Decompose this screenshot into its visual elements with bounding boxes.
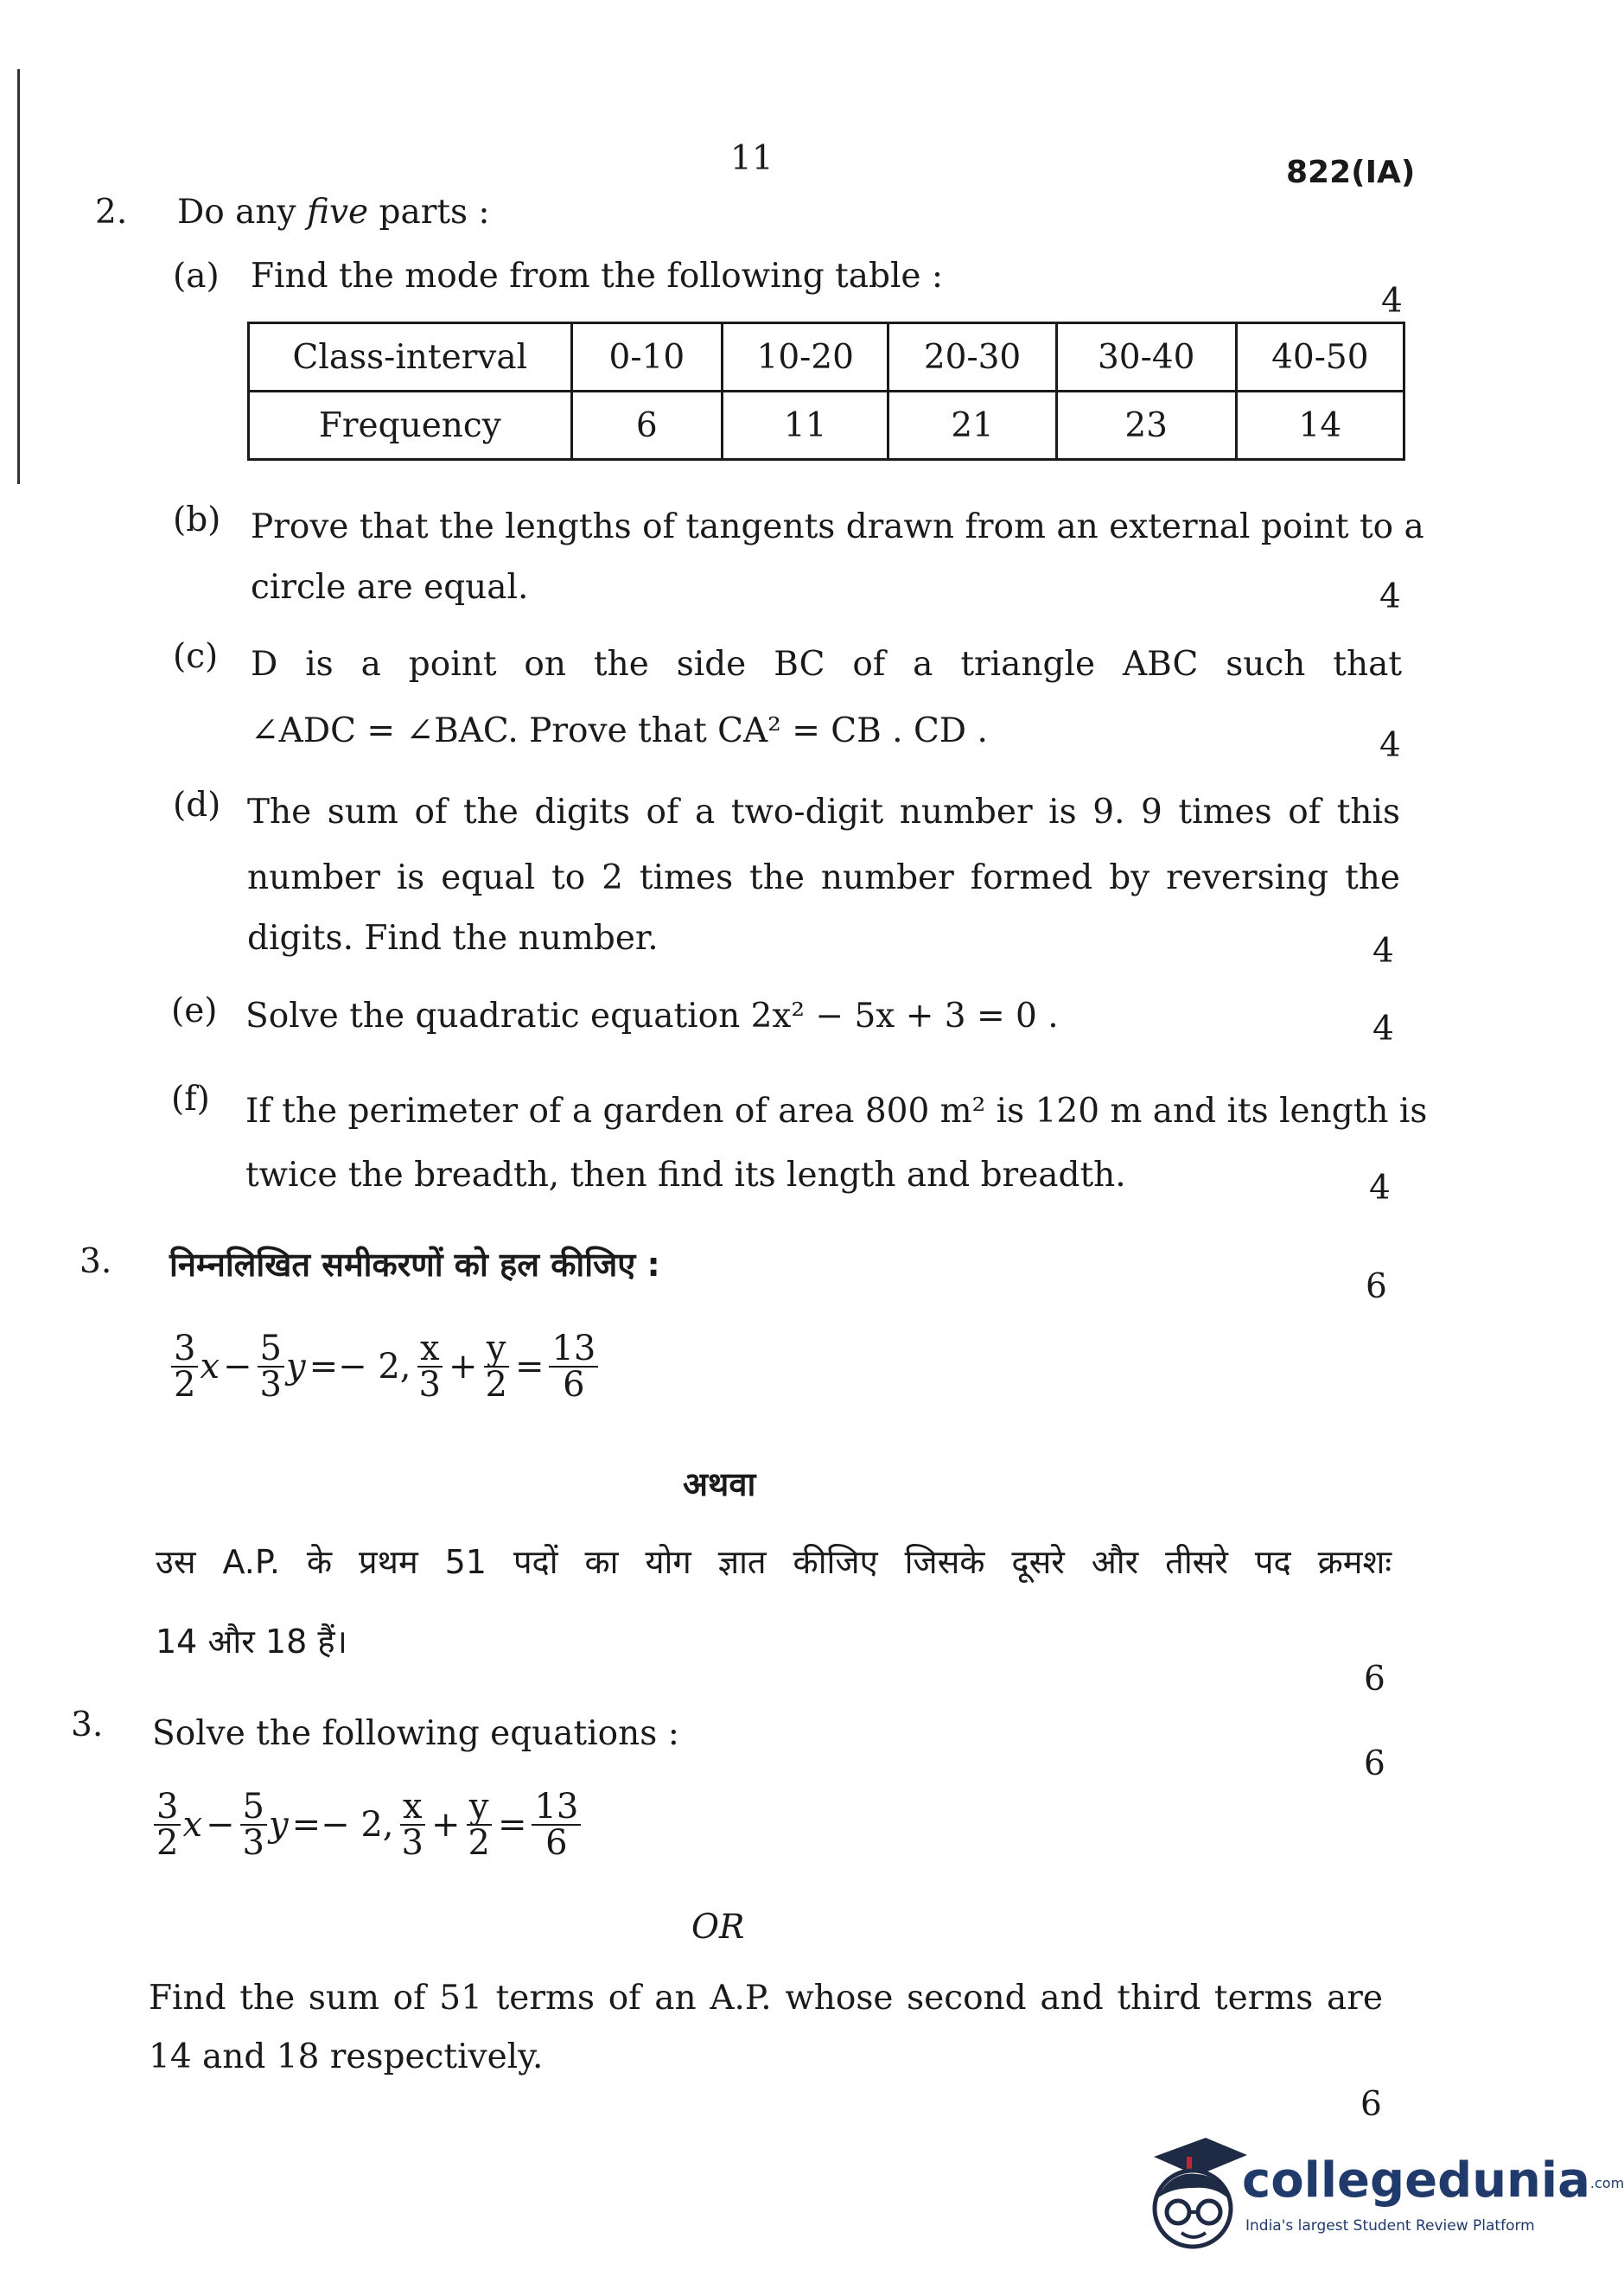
marks: 4	[1381, 282, 1403, 321]
alternate-question: 14 और 18 हैं।	[156, 1623, 347, 1661]
part-text: ∠ADC = ∠BAC. Prove that CA² = CB . CD .	[251, 711, 988, 750]
fraction: $\frac{3}{2}$	[171, 1331, 198, 1402]
fraction: $\frac{x}{3}$	[401, 1787, 424, 1863]
collegedunia-logo	[1137, 2131, 1624, 2260]
question-instruction: Solve the following equations :	[152, 1714, 679, 1753]
or-divider: अथवा	[683, 1465, 756, 1503]
alternate-question: उस A.P. के प्रथम 51 पदों का योग ज्ञात कीजिए जिसके दूसरे और तीसरे पद क्रमशः	[156, 1543, 1392, 1581]
table-cell: 10-20	[723, 323, 888, 392]
part-text: Prove that the lengths of tangents drawn from an external point to a	[251, 507, 1424, 546]
table-cell: 6	[571, 392, 722, 460]
marks: 4	[1372, 932, 1394, 971]
equation: $\frac{3}{2}$ x − $\frac{5}{3}$ y =− 2, $\frac{x}{3}$ + $\frac{y}{2}$ = $\frac{13}{6}$	[152, 1789, 583, 1860]
part-label: (f)	[171, 1080, 210, 1119]
table-cell: 30-40	[1056, 323, 1236, 392]
fraction: $\frac{5}{3}$	[240, 1789, 267, 1860]
part-label: (b)	[173, 501, 221, 539]
table-cell: 23	[1056, 392, 1236, 460]
fraction: $\frac{y}{2}$	[485, 1329, 507, 1405]
part-label: (c)	[173, 637, 219, 676]
table-cell: 11	[723, 392, 888, 460]
mascot-icon	[1137, 2131, 1249, 2260]
mode-table	[247, 322, 1405, 461]
marks: 4	[1372, 1010, 1394, 1049]
marks: 4	[1379, 577, 1401, 616]
alternate-question: 14 and 18 respectively.	[149, 2037, 544, 2076]
table-header-cell: Class-interval	[249, 323, 572, 392]
marks: 4	[1379, 726, 1401, 765]
marks: 6	[1360, 2085, 1382, 2124]
table-cell: 21	[888, 392, 1056, 460]
table-row	[249, 392, 1404, 460]
part-text: number is equal to 2 times the number formed by reversing the	[247, 858, 1400, 897]
margin-rule	[17, 69, 20, 484]
part-text: If the perimeter of a garden of area 800 m² is 120 m and its length is	[245, 1092, 1428, 1131]
fraction: $\frac{5}{3}$	[258, 1331, 284, 1402]
table-cell: 40-50	[1236, 323, 1404, 392]
table-cell: 0-10	[571, 323, 722, 392]
table-cell: 20-30	[888, 323, 1056, 392]
page-number: 11	[730, 139, 774, 178]
alternate-question: Find the sum of 51 terms of an A.P. whose second and third terms are	[149, 1979, 1383, 2018]
part-text: The sum of the digits of a two-digit number is 9. 9 times of this	[247, 793, 1400, 832]
table-cell: 14	[1236, 392, 1404, 460]
part-text: digits. Find the number.	[247, 919, 659, 958]
table-row	[249, 323, 1404, 392]
fraction: $\frac{13}{6}$	[532, 1789, 581, 1860]
part-text: Find the mode from the following table :	[251, 257, 944, 296]
question-number: 2.	[95, 193, 128, 232]
fraction: $\frac{y}{2}$	[468, 1787, 490, 1863]
question-instruction: निम्नलिखित समीकरणों को हल कीजिए :	[169, 1246, 660, 1284]
part-text: Solve the quadratic equation 2x² − 5x + 3 = 0 .	[245, 997, 1059, 1036]
marks: 6	[1364, 1744, 1385, 1783]
marks: 6	[1366, 1267, 1387, 1306]
question-number: 3.	[80, 1242, 112, 1281]
brand-name: collegedunia.com	[1242, 2152, 1624, 2209]
fraction: $\frac{13}{6}$	[549, 1331, 598, 1402]
part-text: D is a point on the side BC of a triangle ABC such that	[251, 645, 1402, 684]
equation: $\frac{3}{2}$ x − $\frac{5}{3}$ y =− 2, $\frac{x}{3}$ + $\frac{y}{2}$ = $\frac{13}{6}$	[169, 1331, 600, 1402]
question-number: 3.	[71, 1706, 104, 1744]
part-label: (d)	[173, 786, 221, 825]
part-label: (a)	[173, 257, 220, 296]
table-header-cell: Frequency	[249, 392, 572, 460]
fraction: $\frac{3}{2}$	[154, 1789, 181, 1860]
part-text: circle are equal.	[251, 568, 529, 607]
question-intro: Do any five parts :	[177, 193, 490, 232]
paper-code: 822(IA)	[1286, 155, 1416, 190]
part-label: (e)	[171, 992, 218, 1030]
marks: 6	[1364, 1660, 1385, 1699]
part-text: twice the breadth, then find its length and breadth.	[245, 1156, 1126, 1195]
fraction: $\frac{x}{3}$	[418, 1329, 441, 1405]
or-divider: OR	[691, 1908, 745, 1947]
marks: 4	[1369, 1169, 1391, 1208]
brand-tagline: India's largest Student Review Platform	[1245, 2217, 1535, 2235]
